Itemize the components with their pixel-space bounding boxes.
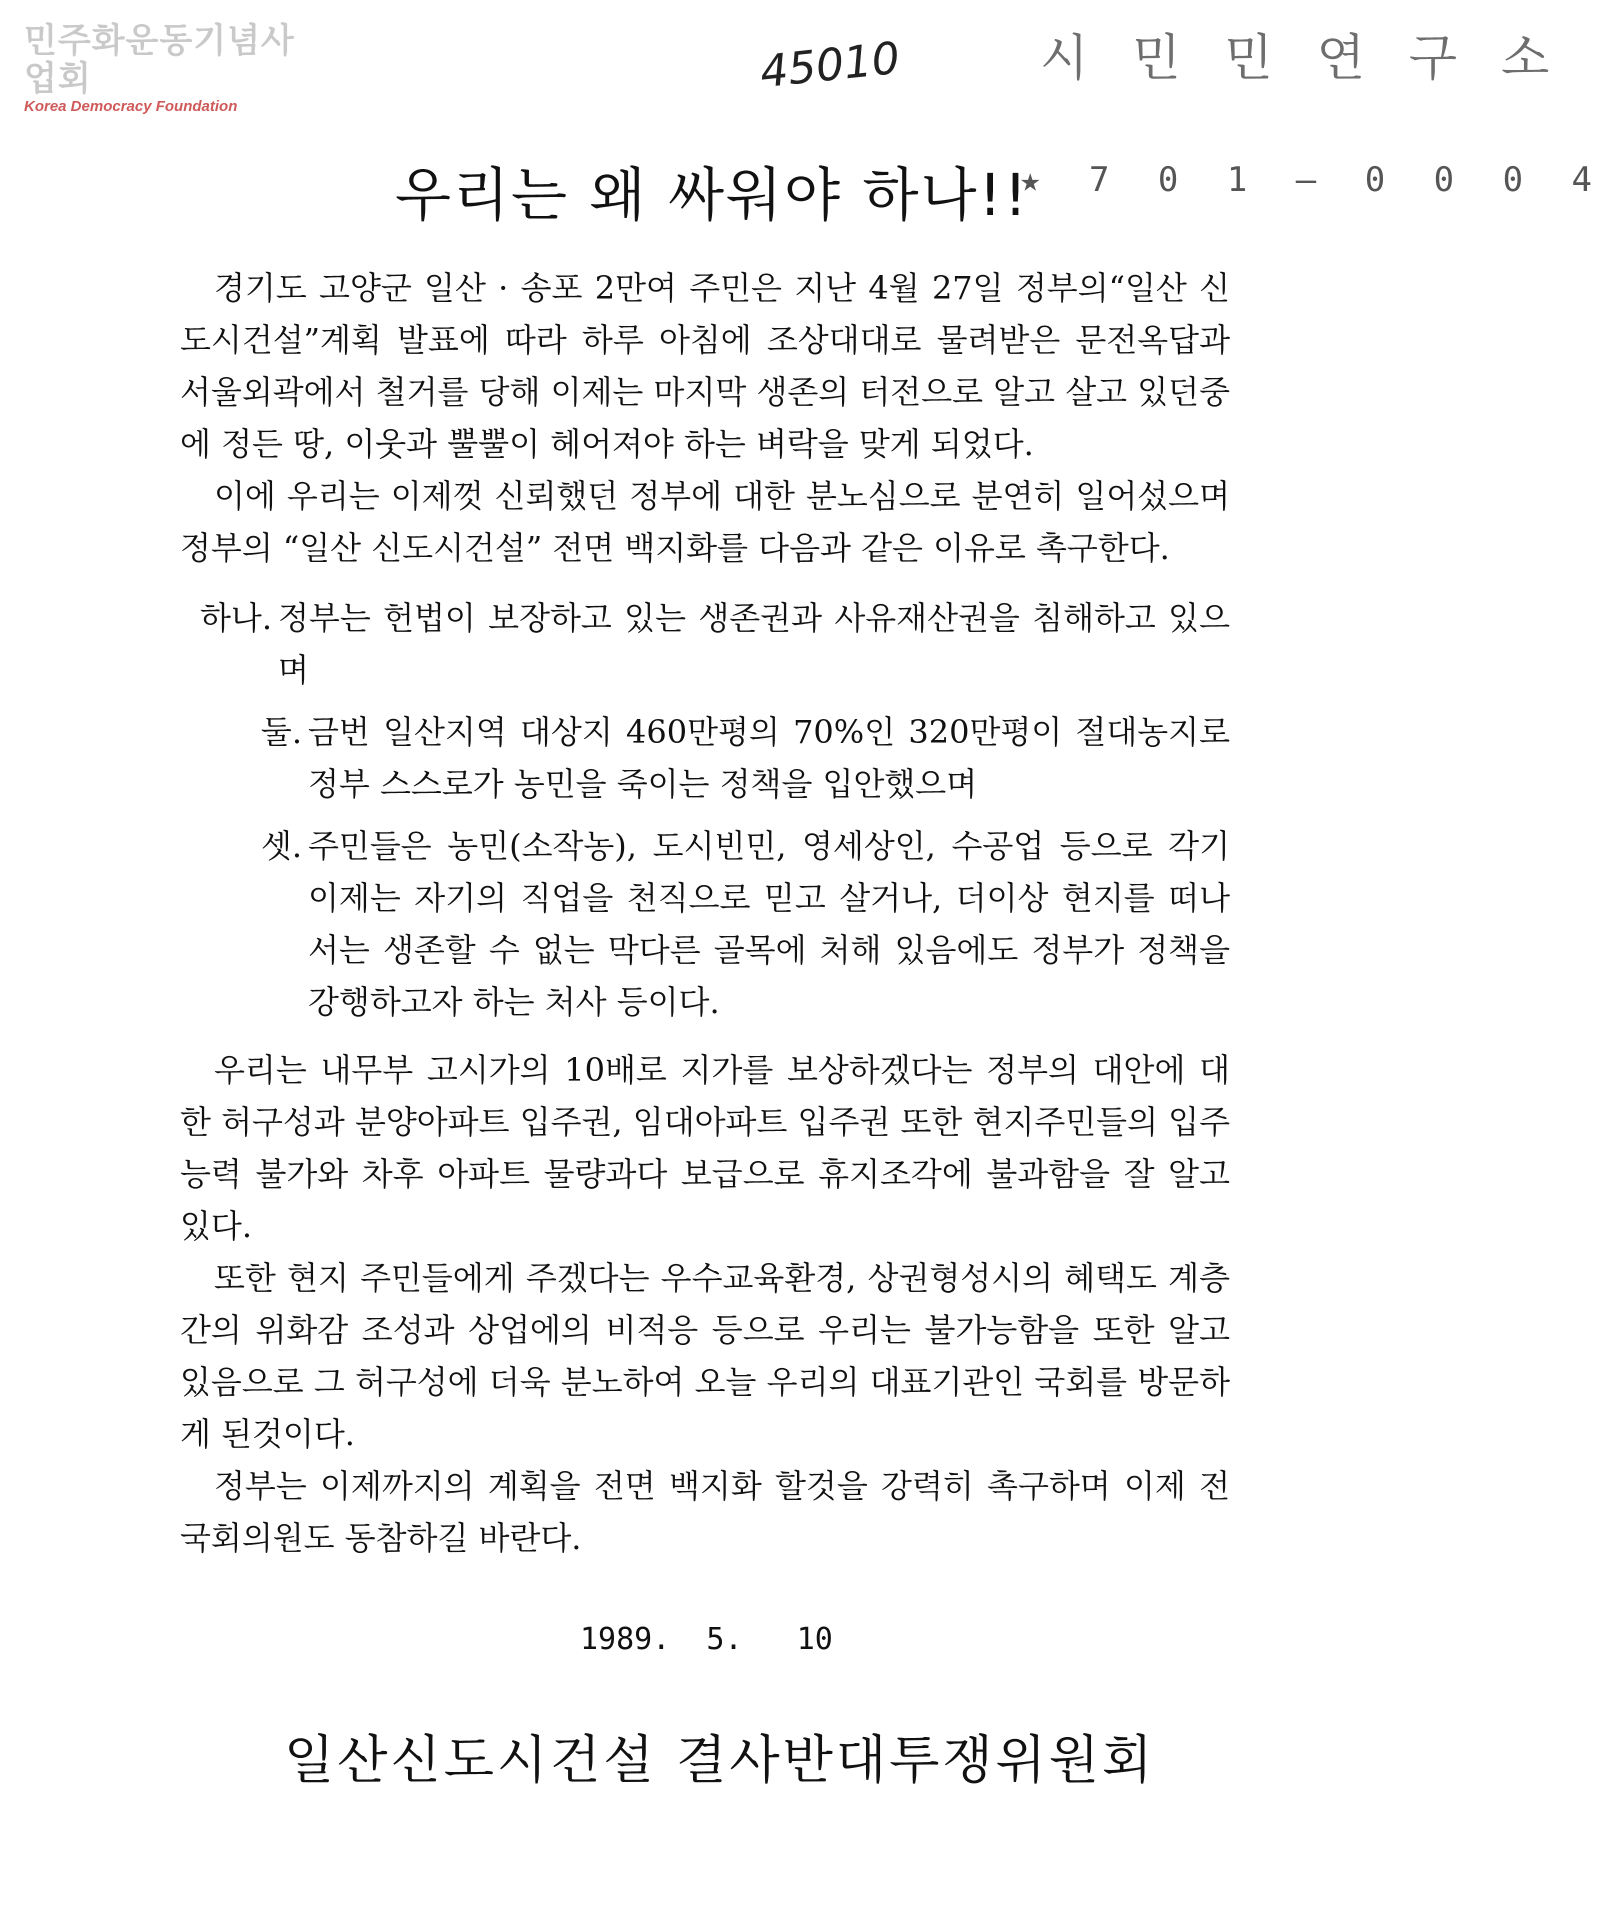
archive-id-stamp: ★ 7 0 1 — 0 0 0 4 (1020, 160, 1606, 200)
document-title: 우리는 왜 싸워야 하나!! (395, 161, 1030, 229)
document-date: 1989. 5. 10 (580, 1622, 833, 1657)
list-marker: 셋. (260, 827, 302, 865)
closing-paragraph-2: 또한 현지 주민들에게 주겠다는 우수교육환경, 상권형성시의 혜택도 계층간의 위화감 조성과 상업에의 비적응 등으로 우리는 불가능함을 또한 알고 있음으로 그 허구성에 더욱 분노하여 오늘 우리의 대표기관인 국회를 방문하게 된것이다. (180, 1259, 1230, 1453)
list-item-text: 주민들은 농민(소작농), 도시빈민, 영세상인, 수공업 등으로 각기 이제는 자기의 직업을 천직으로 믿고 살거나, 더이상 현지를 떠나서는 생존할 수 없는 막다른 골목에 처해 있음에도 정부가 정책을 강행하고자 하는 처사 등이다. (308, 827, 1230, 1021)
handwritten-number: 45010 (757, 32, 903, 99)
archive-stamp: 시 민 민 연 구 소 (1040, 29, 1564, 87)
watermark-english: Korea Democracy Foundation (24, 98, 238, 115)
list-item-text: 정부는 헌법이 보장하고 있는 생존권과 사유재산권을 침해하고 있으며 (278, 599, 1230, 689)
list-marker: 하나. (200, 599, 272, 637)
closing-paragraph-1: 우리는 내무부 고시가의 10배로 지가를 보상하겠다는 정부의 대안에 대한 허구성과 분양아파트 입주권, 임대아파트 입주권 또한 현지주민들의 입주능력 불가와 차후 아파트 물량과다 보급으로 휴지조각에 불과함을 잘 알고 있다. (180, 1051, 1230, 1245)
intro-paragraph-1: 경기도 고양군 일산 · 송포 2만여 주민은 지난 4월 27일 정부의“일산 신도시건설”계획 발표에 따라 하루 아침에 조상대대로 물려받은 문전옥답과 서울외곽에서 철거를 당해 이제는 마지막 생존의 터전으로 알고 살고 있던중에 정든 땅, 이웃과 뿔뿔이 헤어져야 하는 벼락을 맞게 되었다. (180, 269, 1230, 463)
intro-paragraph-2: 이에 우리는 이제껏 신뢰했던 정부에 대한 분노심으로 분연히 일어섰으며 정부의 “일산 신도시건설” 전면 백지화를 다음과 같은 이유로 촉구한다. (180, 477, 1230, 567)
watermark-korean: 민주화운동기념사업회 (24, 21, 295, 99)
list-item (180, 592, 1230, 696)
list-item-text: 금번 일산지역 대상지 460만평의 70%인 320만평이 절대농지로 정부 스스로가 농민을 죽이는 정책을 입안했으며 (308, 713, 1230, 803)
document-body (180, 262, 1230, 1564)
closing-paragraph-3: 정부는 이제까지의 계획을 전면 백지화 할것을 강력히 촉구하며 이제 전 국회의원도 동참하길 바란다. (180, 1467, 1230, 1557)
organization-signature: 일산신도시건설 결사반대투쟁위원회 (284, 1731, 1156, 1791)
list-item (180, 706, 1230, 810)
list-item (180, 820, 1230, 1028)
reasons-list (180, 592, 1230, 1028)
list-marker: 둘. (260, 713, 302, 751)
watermark-logo (24, 22, 304, 116)
